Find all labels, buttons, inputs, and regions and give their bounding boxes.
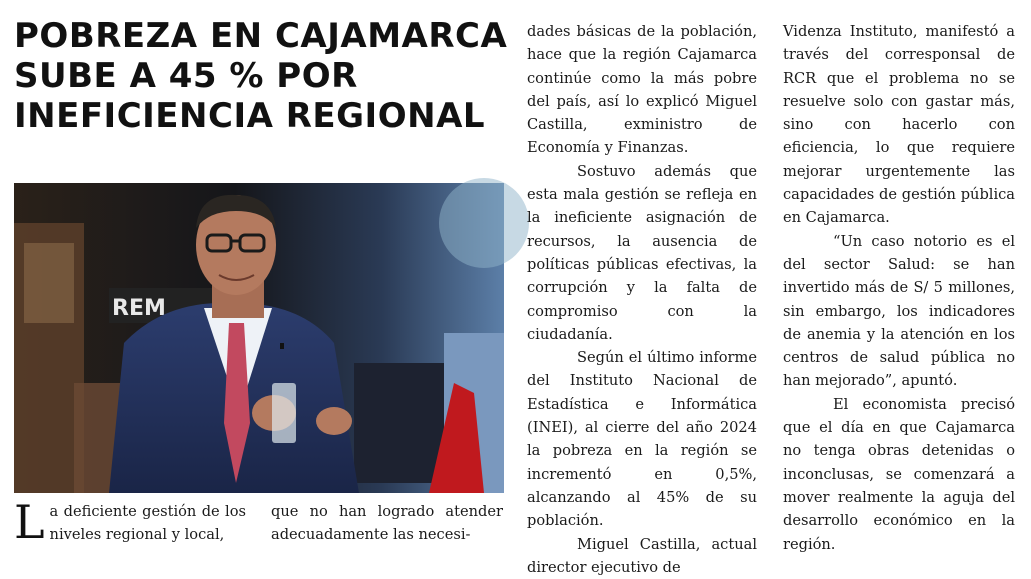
paragraph: Sostuvo además que esta mala gestión se refleja en la ineficiente asignación de recursos, la ausencia de políticas públicas efectivas, la corrupción y la falta de compromiso con la ciudadanía. [527,162,757,343]
speaker-photo-illustration [14,183,504,493]
paragraph: Miguel Castilla, actual director ejecutivo de [527,535,757,576]
column-2 [271,500,503,547]
paragraph: El economista precisó que el día en que Cajamarca no tenga obras detenidas o inconclusas, se comenzará a mover realmente la aguja del desarrollo económico en la región. [783,395,1015,553]
column-1 [14,495,246,549]
backdrop-text: REM [112,296,166,321]
paragraph: “Un caso notorio es el del sector Salud: se han invertido más de S/ 5 millones, sin embargo, los indicadores de anemia y la atención en los centros de salud pública no han mejorado”, apuntó. [783,232,1015,390]
paragraph: dades básicas de la población, hace que la región Cajamarca continúe como la más pobre del país, así lo explicó Miguel Castilla, exministro de Economía y Finanzas. [527,23,757,157]
paragraph: que no han logrado atender adecuadamente las necesi- [271,503,503,544]
article-headline: POBREZA EN CAJAMARCA SUBE A 45 % POR INEFICIENCIA REGIONAL [14,16,508,136]
paragraph: Videnza Instituto, manifestó a través del corresponsal de RCR que el problema no se resuelve solo con gastar más, sino con hacerlo con eficiencia, lo que requiere mejorar urgentemente las capacidades de gestión pública en Cajamarca. [783,23,1015,227]
paragraph: Según el último informe del Instituto Nacional de Estadística e Informática (INEI), al cierre del año 2024 la pobreza en la región se incrementó en 0,5%, alcanzando al 45% de su población. [527,349,757,530]
column-4 [783,20,1015,553]
drop-cap: L [14,495,45,549]
article-photo [14,183,504,493]
column-3 [527,20,757,576]
paragraph: a deficiente gestión de los niveles regional y local, [49,503,246,544]
